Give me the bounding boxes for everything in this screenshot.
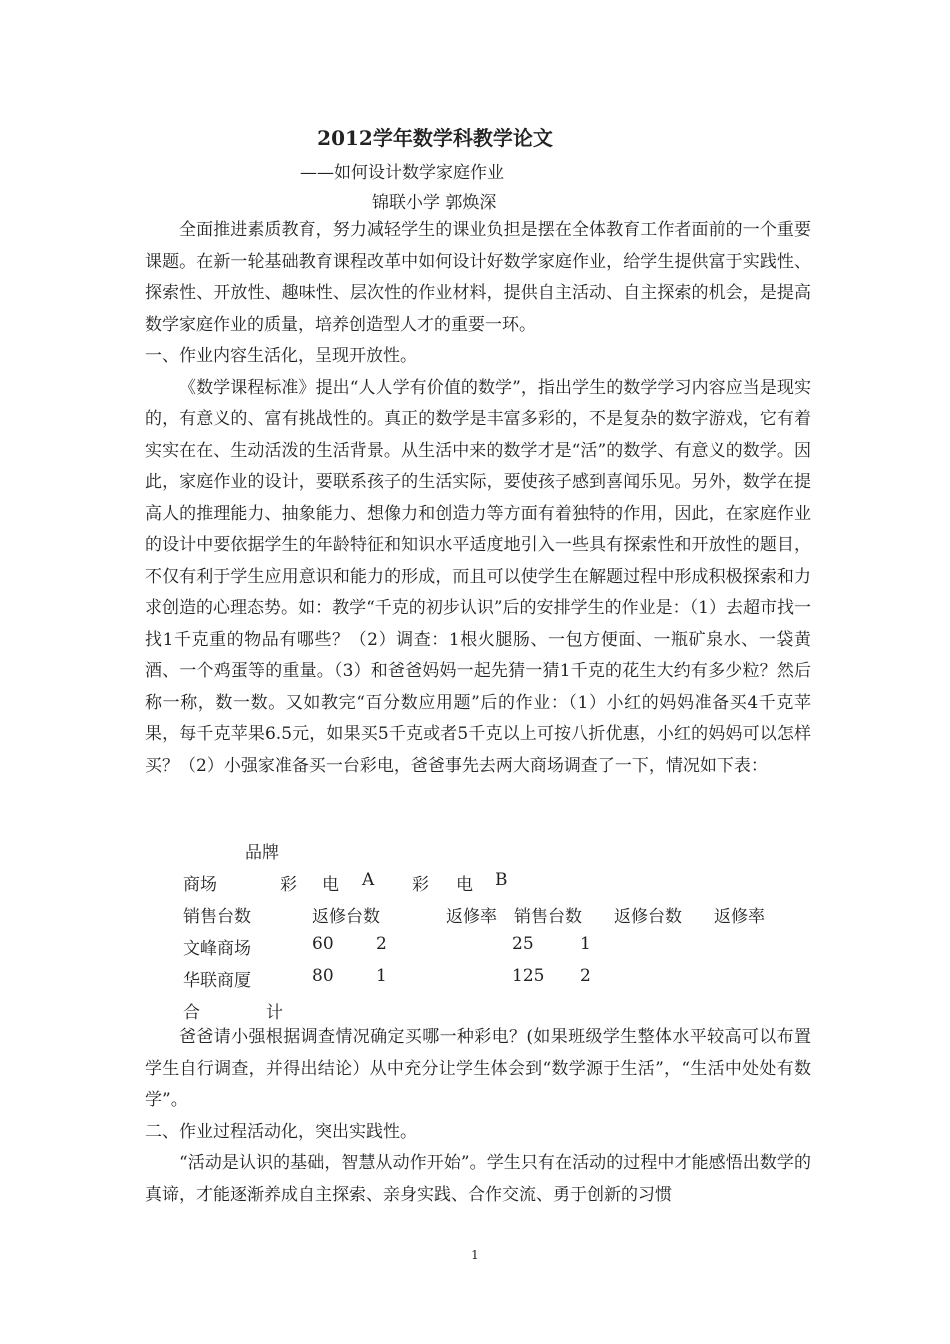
table-cell: 25 (512, 934, 534, 954)
table-cell: 80 (312, 966, 334, 986)
table-cell: 125 (512, 966, 545, 986)
paragraph-section-2: “活动是认识的基础，智慧从动作开始”。学生只有在活动的过程中才能感悟出数学的真谛，才能逐渐养成自主探索、亲身实践、合作交流、勇于创新的习惯 (145, 1153, 811, 1205)
document-title: 2012学年数学科教学论文 (317, 126, 553, 150)
table-header: 返修率 (714, 907, 765, 927)
table-brand-label: 品牌 (245, 843, 279, 863)
paragraph-intro: 全面推进素质教育，努力减轻学生的课业负担是摆在全体教育工作者面前的一个重要课题。在新一轮基础教育课程改革中如何设计好数学家庭作业，给学生提供富于实践性、探索性、开放性、趣味性、层次性的作业材料，提供自主活动、自主探索的机会，是提高数学家庭作业的质量，培养创造型人才的重要一环。 (145, 220, 811, 335)
table-cell: 60 (312, 934, 334, 954)
table-tv-b-3: B (495, 870, 508, 890)
table-tv-a-2: 电 (322, 875, 339, 895)
table-mall-label: 商场 (183, 875, 217, 895)
author-line: 锦联小学 郭焕深 (372, 193, 497, 213)
table-tv-b-2: 电 (456, 875, 473, 895)
table-tv-a-1: 彩 (280, 875, 297, 895)
table-row-name: 华联商厦 (183, 971, 251, 991)
table-header: 返修率 (446, 907, 497, 927)
table-cell: 1 (376, 966, 387, 986)
table-cell: 1 (580, 934, 591, 954)
paragraph-conclusion: 爸爸请小强根据调查情况确定买哪一种彩电？(如果班级学生整体水平较高可以布置学生自行调查，并得出结论）从中充分让学生体会到“数学源于生活”，“生活中处处有数学”。 (145, 1027, 811, 1110)
section-heading-2: 二、作业过程活动化，突出实践性。 (145, 1121, 417, 1142)
table-header: 返修台数 (312, 907, 380, 927)
table-header: 销售台数 (514, 907, 582, 927)
table-tv-a-3: A (362, 870, 375, 890)
paragraph-section-1: 《数学课程标准》提出“人人学有价值的数学”，指出学生的数学学习内容应当是现实的，有意义的、富有挑战性的。真正的数学是丰富多彩的，不是复杂的数字游戏，它有着实实在在、生动活泼的生活背景。从生活中来的数学才是“活”的数学、有意义的数学。因此，家庭作业的设计，要联系孩子的生活实际，要使孩子感到喜闻乐见。另外，数学在提高人的推理能力、抽象能力、想像力和创造力等方面有着独特的作用，因此，在家庭作业的设计中要依据学生的年龄特征和知识水平适度地引入一些具有探索性和开放性的题目，不仅有利于学生应用意识和能力的形成，而且可以使学生在解题过程中形成积极探索和力求创造的心理态势。如：教学“千克的初步认识”后的安排学生的作业是：（1）去超市找一找1千克重的物品有哪些？（2）调查：1根火腿肠、一包方便面、一瓶矿泉水、一袋黄酒、一个鸡蛋等的重量。（3）和爸爸妈妈一起先猜一猜1千克的花生大约有多少粒？然后称一称，数一数。又如教完“百分数应用题”后的作业：（1）小红的妈妈准备买4千克苹果，每千克苹果6.5元，如果买5千克或者5千克以上可按八折优惠，小红的妈妈可以怎样买？（2）小强家准备买一台彩电，爸爸事先去两大商场调查了一下，情况如下表： (145, 377, 811, 776)
table-tv-b-1: 彩 (412, 875, 429, 895)
table-header: 销售台数 (183, 907, 251, 927)
table-header: 返修台数 (614, 907, 682, 927)
table-total-2: 计 (266, 1003, 283, 1023)
body-section-2 (145, 1022, 811, 1211)
body-section-1 (145, 215, 811, 782)
page-number: 1 (471, 1248, 479, 1262)
section-heading-1: 一、作业内容生活化，呈现开放性。 (145, 346, 417, 366)
table-cell: 2 (580, 966, 591, 986)
document-subtitle: ——如何设计数学家庭作业 (300, 163, 504, 183)
table-total-1: 合 (183, 1003, 200, 1023)
table-cell: 2 (376, 934, 387, 954)
table-row-name: 文峰商场 (183, 939, 251, 959)
